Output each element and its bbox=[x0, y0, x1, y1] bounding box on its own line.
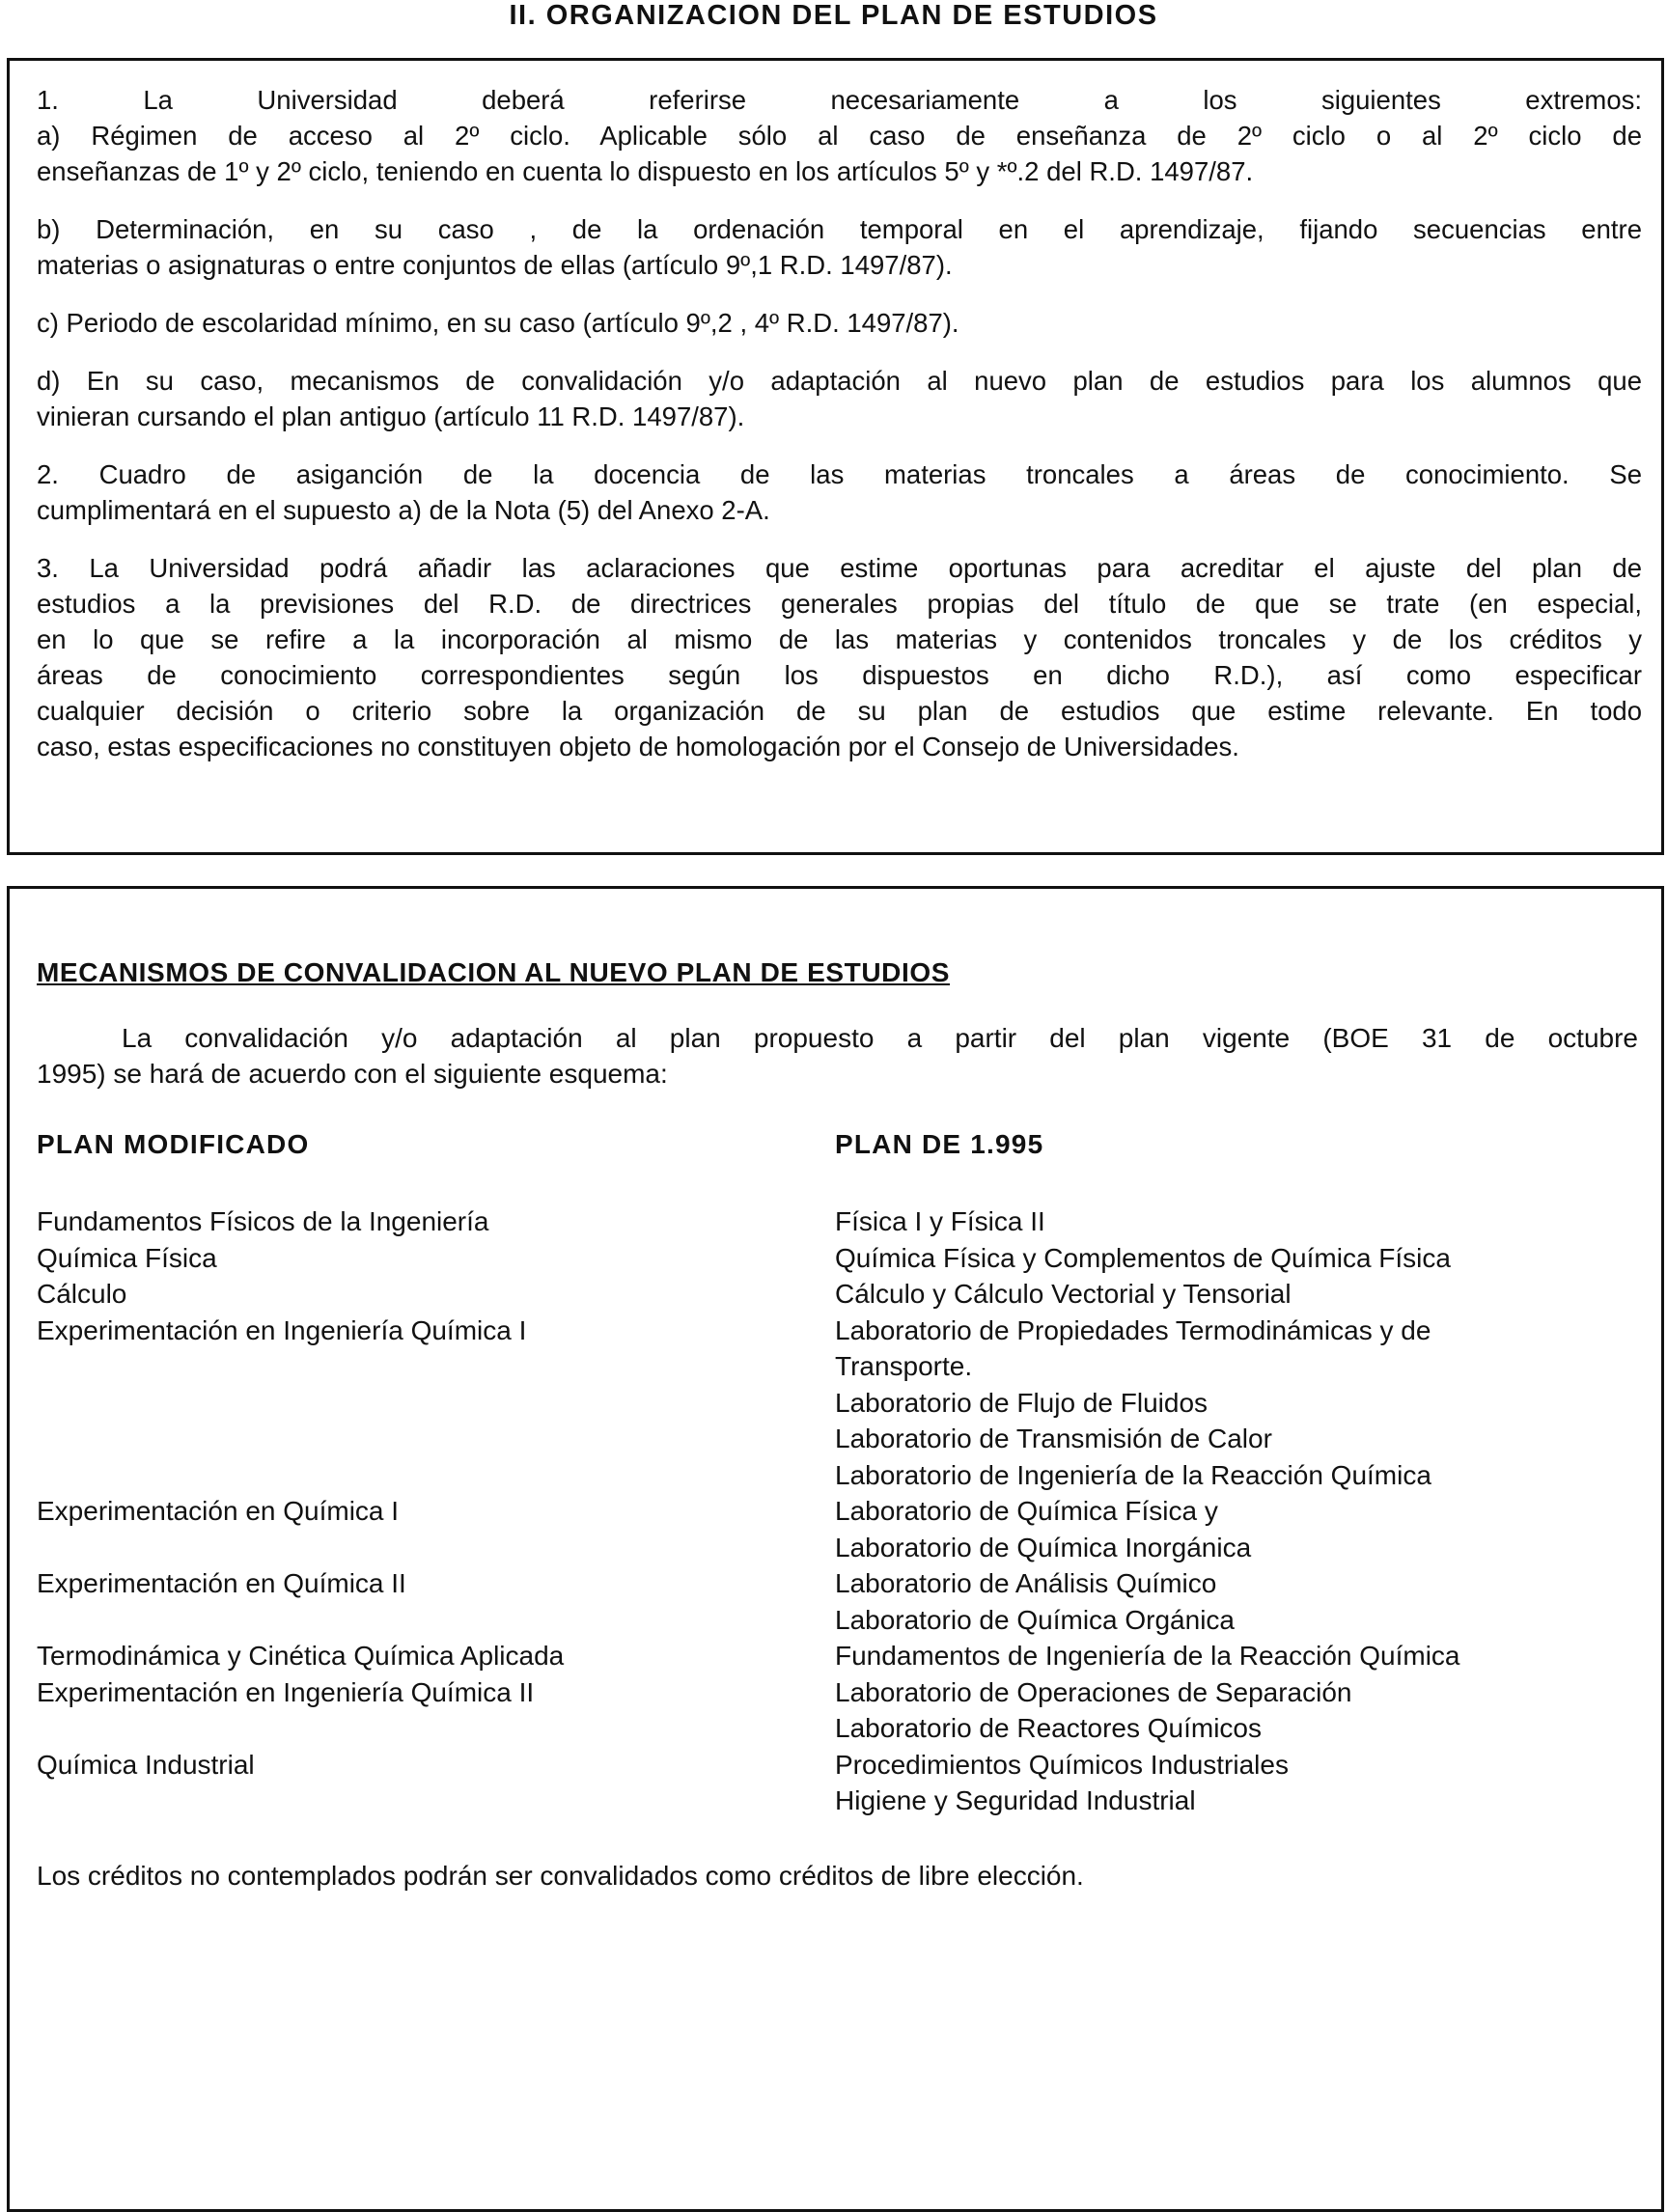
paragraph-line: materias o asignaturas o entre conjuntos de ellas (artículo 9º,1 R.D. 1497/87). bbox=[37, 250, 953, 280]
plan-1995-cell: Química Física y Complementos de Química Física bbox=[835, 1242, 1451, 1273]
plan-1995-cell: Laboratorio de Transmisión de Calor bbox=[835, 1424, 1272, 1453]
instruction-paragraph bbox=[37, 305, 1642, 341]
plan-modificado-cell bbox=[37, 1421, 835, 1457]
paragraph-line: a) Régimen de acceso al 2º ciclo. Aplicable sólo al caso de enseñanza de 2º ciclo o al 2º ciclo de bbox=[37, 121, 1642, 151]
plan-modificado-cell: Fundamentos Físicos de la Ingeniería bbox=[37, 1206, 489, 1236]
column-headers bbox=[37, 1128, 1638, 1161]
instruction-paragraph bbox=[37, 211, 1642, 283]
plan-modificado-cell: Experimentación en Química I bbox=[37, 1496, 400, 1526]
plan-1995-cell: Laboratorio de Química Inorgánica bbox=[835, 1532, 1252, 1562]
instructions-box bbox=[7, 58, 1664, 855]
plan-modificado-cell bbox=[37, 1385, 835, 1422]
plan-1995-cell: Procedimientos Químicos Industriales bbox=[835, 1749, 1289, 1780]
plan-1995-cell: Laboratorio de Operaciones de Separación bbox=[835, 1676, 1352, 1707]
plan-1995-cell: Cálculo y Cálculo Vectorial y Tensorial bbox=[835, 1279, 1292, 1309]
plan-1995-cell: Laboratorio de Química Orgánica bbox=[835, 1604, 1235, 1635]
convalidation-box bbox=[7, 886, 1664, 2212]
plan-1995-cell: Laboratorio de Flujo de Fluidos bbox=[835, 1387, 1209, 1418]
instruction-paragraph bbox=[37, 456, 1642, 528]
convalidation-intro bbox=[37, 1020, 1638, 1092]
plan-modificado-cell: Experimentación en Ingeniería Química I bbox=[37, 1314, 527, 1345]
paragraph-line: cumplimentará en el supuesto a) de la Nota (5) del Anexo 2-A. bbox=[37, 495, 770, 525]
closing-note: Los créditos no contemplados podrán ser convalidados como créditos de libre elección. bbox=[37, 1860, 1084, 1891]
plan-modificado-cell bbox=[37, 1710, 835, 1747]
paragraph-line: en lo que se refire a la incorporación al mismo de las materias y contenidos troncales y de los créditos y bbox=[37, 624, 1642, 654]
plan-modificado-cell bbox=[37, 1783, 835, 1819]
plan-1995-cell: Higiene y Seguridad Industrial bbox=[835, 1785, 1196, 1815]
paragraph-line: 2. Cuadro de asiganción de la docencia de las materias troncales a áreas de conocimiento. Se bbox=[37, 459, 1642, 489]
paragraph-line: estudios a la previsiones del R.D. de directrices generales propias del título de que se trate (en especial, bbox=[37, 589, 1642, 619]
paragraph-line: 3. La Universidad podrá añadir las aclaraciones que estime oportunas para acreditar el ajuste del plan de bbox=[37, 553, 1642, 583]
plan-modificado-cell: Termodinámica y Cinética Química Aplicada bbox=[37, 1641, 565, 1671]
paragraph-line: cualquier decisión o criterio sobre la organización de su plan de estudios que estime relevante. En todo bbox=[37, 696, 1642, 726]
header-plan-modificado: PLAN MODIFICADO bbox=[37, 1129, 310, 1159]
plan-modificado-cell bbox=[37, 1530, 835, 1566]
paragraph-line: vinieran cursando el plan antiguo (artículo 11 R.D. 1497/87). bbox=[37, 401, 745, 431]
plan-1995-cell: Física I y Física II bbox=[835, 1206, 1045, 1236]
instructions-paragraphs bbox=[37, 82, 1642, 764]
convalidation-title: MECANISMOS DE CONVALIDACION AL NUEVO PLAN DE ESTUDIOS bbox=[37, 957, 951, 987]
paragraph-line: enseñanzas de 1º y 2º ciclo, teniendo en cuenta lo dispuesto en los artículos 5º y *º.2 del R.D. 1497/87. bbox=[37, 156, 1254, 186]
instruction-paragraph bbox=[37, 363, 1642, 434]
instruction-paragraph bbox=[37, 550, 1642, 764]
paragraph-line: áreas de conocimiento correspondientes según los dispuestos en dicho R.D.), así como especificar bbox=[37, 660, 1642, 690]
paragraph-line: b) Determinación, en su caso , de la ordenación temporal en el aprendizaje, fijando secuencias entre bbox=[37, 214, 1642, 244]
plan-modificado-cell bbox=[37, 1457, 835, 1494]
plan-modificado-cell: Experimentación en Ingeniería Química II bbox=[37, 1676, 535, 1707]
page-title: II. ORGANIZACION DEL PLAN DE ESTUDIOS bbox=[509, 0, 1158, 31]
plan-1995-cell: Fundamentos de Ingeniería de la Reacción Química bbox=[835, 1641, 1460, 1671]
plan-1995-cell: Laboratorio de Propiedades Termodinámicas y de bbox=[835, 1314, 1431, 1345]
plan-modificado-cell: Cálculo bbox=[37, 1279, 127, 1309]
header-plan-1995: PLAN DE 1.995 bbox=[835, 1129, 1044, 1159]
intro-line: La convalidación y/o adaptación al plan propuesto a partir del plan vigente (BOE 31 de octubre bbox=[122, 1023, 1638, 1053]
plan-1995-cell: Transporte. bbox=[835, 1351, 973, 1381]
paragraph-line: caso, estas especificaciones no constituyen objeto de homologación por el Consejo de Universidades. bbox=[37, 732, 1239, 761]
intro-line: 1995) se hará de acuerdo con el siguiente esquema: bbox=[37, 1059, 668, 1089]
plan-1995-cell: Laboratorio de Ingeniería de la Reacción Química bbox=[835, 1459, 1431, 1490]
paragraph-line: 1. La Universidad deberá referirse necesariamente a los siguientes extremos: bbox=[37, 85, 1642, 115]
paragraph-line: c) Periodo de escolaridad mínimo, en su caso (artículo 9º,2 , 4º R.D. 1497/87). bbox=[37, 308, 959, 338]
instruction-paragraph bbox=[37, 82, 1642, 189]
plan-modificado-cell: Química Industrial bbox=[37, 1749, 255, 1780]
plan-modificado-cell: Experimentación en Química II bbox=[37, 1568, 406, 1598]
plan-modificado-cell bbox=[37, 1348, 835, 1385]
plan-modificado-cell: Química Física bbox=[37, 1242, 217, 1273]
plan-1995-cell: Laboratorio de Análisis Químico bbox=[835, 1568, 1217, 1598]
equivalence-table bbox=[37, 1203, 1638, 1819]
plan-1995-cell: Laboratorio de Química Física y bbox=[835, 1496, 1218, 1526]
plan-modificado-cell bbox=[37, 1602, 835, 1639]
plan-1995-cell: Laboratorio de Reactores Químicos bbox=[835, 1713, 1262, 1743]
paragraph-line: d) En su caso, mecanismos de convalidación y/o adaptación al nuevo plan de estudios para los alumnos que bbox=[37, 366, 1642, 396]
